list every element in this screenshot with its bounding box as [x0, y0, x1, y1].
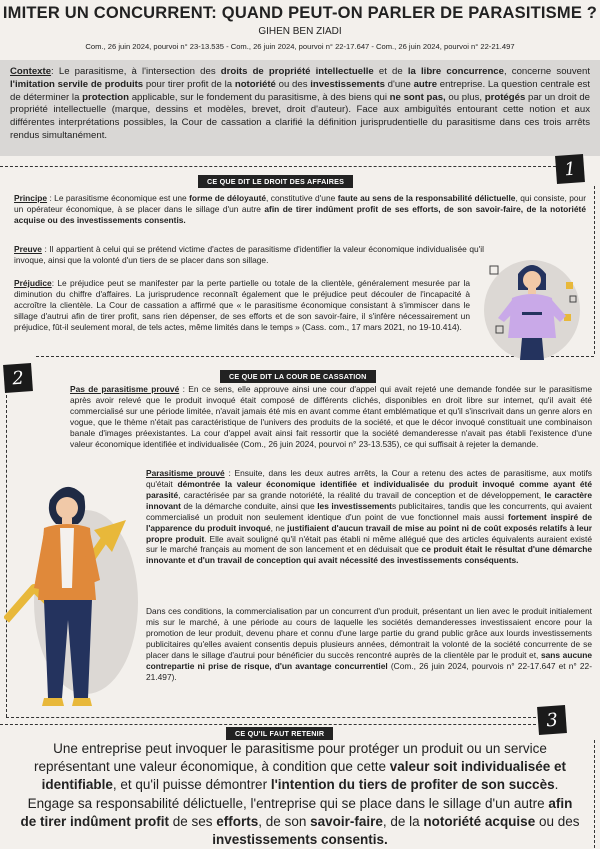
parasitisme-prouve-paragraph: Parasitisme prouvé : Ensuite, dans les deux autres arrêts, la Cour a retenu des actes de parasitisme, aux motifs qu'était démontrée la valeur économique identifiée et individualisée du produit invoqué comme ayant été parasité, caractérisée par sa grande notoriété, la réalité du travail de conception et de développement, le caractère innovant de la démarche conduite, ainsi que les investissements publicitaires, tandis que les concurrents, qui avaient commercialisé un produit non seulement identique d'un point de vue fonctionnel mais aussi fortement inspiré de l'apparence du produit invoqué, ne justifiaient d'aucun travail de mise au point ni de coût exposés relatifs à leur propre produit. Elle avait souligné qu'il n'était pas établi ni même allégué que des articles équivalents auraient existé sur le marché français au moment de son lancement et en déduisait que ce produit était le résultat d'une démarche innovante et d'un travail de conception qui avait nécessité des investissements conséquents. — [146, 468, 593, 566]
principe-label: Principe — [14, 193, 48, 203]
context-box: Contexte: Le parasitisme, à l'intersection des droits de propriété intellectuelle et de la libre concurrence, concerne souvent l'imitation servile de produits pour tirer profit de la notoriété ou des investissements d'une autre entreprise. La question centrale est de déterminer la protection applicable, sur le fondement du parasitisme, à des biens qui ne sont pas, ou plus, protégés par un droit de propriété intellectuelle (marque, dessins et modèles, brevet, droit d'auteur). Face aux ambiguïtés entourant cette notion et aux différentes interprétations possibles, la Cour de cassation a clarifié la définition jurisprudentielle du parasitisme dans ces trois arrêts rendus simultanément. — [0, 60, 600, 156]
section1-frame-top — [0, 166, 556, 167]
section3-tag: CE QU'IL FAUT RETENIR — [226, 727, 333, 740]
retenir-paragraph: Une entreprise peut invoquer le parasitisme pour protéger un produit ou un service représentant une valeur économique, à condition que cette valeur soit individualisée et identifiable, et qu'il puisse démontrer l'intention du tiers de profiter de son succès. Engage sa responsabilité délictuelle, l'entreprise qui se place dans le sillage d'un autre afin de tirer indûment profit de ses efforts, de son savoir-faire, de la notoriété acquise ou des investissements consentis. — [20, 741, 580, 848]
section3-number: 3 — [537, 705, 567, 735]
page-title: IMITER UN CONCURRENT: QUAND PEUT-ON PARLER DE PARASITISME ? — [2, 4, 598, 22]
parasitisme-prouve-label: Parasitisme prouvé — [146, 468, 225, 478]
businesswoman-illustration-1 — [482, 252, 582, 362]
section3-frame-top — [0, 724, 536, 725]
section1-tag: CE QUE DIT LE DROIT DES AFFAIRES — [198, 175, 353, 188]
section2-frame-bottom — [6, 717, 536, 718]
section2-tag: CE QUE DIT LA COUR DE CASSATION — [220, 370, 376, 383]
pas-parasitisme-label: Pas de parasitisme prouvé — [70, 384, 180, 394]
author-name: GIHEN BEN ZIADI — [258, 26, 342, 37]
businesswoman-illustration-2 — [4, 470, 144, 715]
section2-number: 2 — [3, 363, 33, 393]
conditions-paragraph: Dans ces conditions, la commercialisation par un concurrent d'un produit, présentant un lien avec le produit initialement mis sur le marché, à une période au cours de laquelle les sociétés demanderesses investissaient encore pour la promotion de leur produit, devenu phare et connu d'une large partie du grand public grâce aux lourds investissements publicitaires qu'elles avaient consentis depuis plusieurs années, démontrait la volonté de la société concurrente de se placer dans le sillage d'autrui pour bénéficier du succès rencontré auprès de la clientèle par le produit et, sans aucune contrepartie ni prise de risque, d'un avantage concurrentiel (Com., 26 juin 2024, pourvois n° 22-17.647 et n° 22-21.497). — [146, 606, 593, 682]
section1-number: 1 — [555, 154, 585, 184]
prejudice-label: Préjudice — [14, 278, 52, 288]
preuve-label: Preuve — [14, 244, 42, 254]
case-references: Com., 26 juin 2024, pourvoi n° 23-13.535 - Com., 26 juin 2024, pourvoi n° 22-17.647 - Com., 26 juin 2024, pourvoi n° 22-21.497 — [85, 42, 515, 51]
section3-frame-right — [594, 740, 595, 848]
prejudice-paragraph: Préjudice: Le préjudice peut se manifester par la perte partielle ou totale de la clientèle, généralement mesurée par la diminution du chiffre d'affaires. La jurisprudence reconnaît également que le préjudice peut découler de l'incapacité à accroître la clientèle. La Cour de cassation a affirmé que « le parasitisme économique consistant à s'immiscer dans le sillage d'autrui afin de tirer profit, sans rien dépenser, de ses efforts et de son savoir-faire, il s'infère nécessairement un préjudice, fût-il seulement moral, de tels actes, même limités dans le temps » (Cass. com., 17 mars 2021, no 19-10.414). — [14, 278, 470, 332]
principe-paragraph: Principe : Le parasitisme économique est une forme de déloyauté, constitutive d'une faute au sens de la responsabilité délictuelle, qui consiste, pour un opérateur économique, à se placer dans le sillage d'un autre afin de tirer indûment profit de ses efforts, de son savoir-faire, de la notoriété acquise ou des investissements consentis. — [14, 193, 586, 225]
section1-frame-right — [594, 186, 595, 354]
context-label: Contexte — [10, 66, 52, 77]
preuve-paragraph: Preuve : Il appartient à celui qui se prétend victime d'actes de parasitisme d'identifier la valeur économique individualisée qu'il invoque, ainsi que la volonté d'un tiers de se placer dans son sillage. — [14, 244, 484, 265]
pas-parasitisme-paragraph: Pas de parasitisme prouvé : En ce sens, elle approuve ainsi une cour d'appel qui avait rejeté une demande fondée sur le parasitisme après avoir relevé que le produit invoqué était composé de différents clichés, disponibles en droit libre sur internet, qu'il avait été commercialisé sur une période limitée, n'avait jamais été mis en avant comme étant emblématique et qu'il s'inscrivait dans un genre alors en vogue, que le thème n'était pas caractéristique de l'univers des produits de la société, et que le décor invoqué constituait une combinaison banale d'images préexistantes. La cour d'appel avait ainsi fait ressortir que la société demanderesse n'avait pas établi l'existence d'une valeur économique identifiée et individualisée (Com., 26 juin 2024, pourvoi n° 23-13.535), ce qui suffisait à rejeter la demande. — [70, 384, 592, 449]
